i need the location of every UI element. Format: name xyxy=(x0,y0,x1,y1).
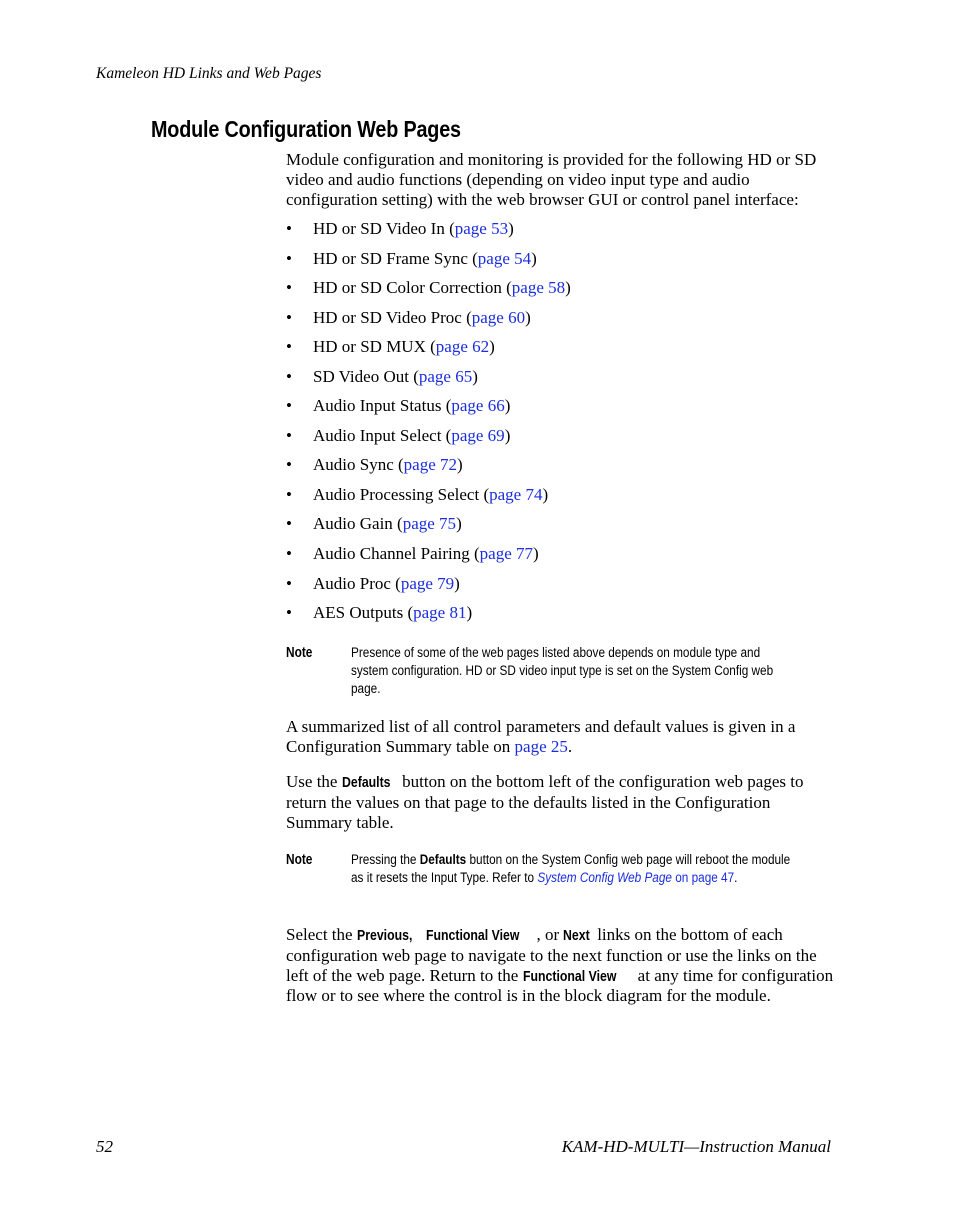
list-item: • Audio Proc (page 79) xyxy=(286,573,460,593)
summary-page-link[interactable]: page 25 xyxy=(514,736,568,756)
list-item-text: HD or SD Color Correction ( xyxy=(313,278,512,298)
bullet-icon: • xyxy=(286,603,292,623)
page-link[interactable]: page 81 xyxy=(413,603,467,623)
list-item: • Audio Input Select (page 69) xyxy=(286,425,511,445)
page-number: 52 xyxy=(96,1137,113,1156)
list-item-text: Audio Input Status ( xyxy=(313,396,452,416)
summary-text: A summarized list of all control parameters and default values is given in a Configuration Summary table on xyxy=(286,717,796,756)
page-link[interactable]: page 75 xyxy=(402,514,457,534)
bullet-icon: • xyxy=(286,425,292,445)
bullet-icon: • xyxy=(286,366,292,386)
running-head: Kameleon HD Links and Web Pages xyxy=(96,65,322,82)
bullet-icon: • xyxy=(286,337,292,357)
list-item-text: Audio Processing Select ( xyxy=(313,484,490,504)
bullet-icon: • xyxy=(286,455,292,475)
list-item: • SD Video Out (page 65) xyxy=(286,366,478,386)
bullet-icon: • xyxy=(286,219,292,238)
note-label: Note xyxy=(286,852,313,868)
list-item-text: HD or SD Video In ( xyxy=(313,219,455,238)
note-text: Presence of some of the web pages listed above depends on module type and system configuration. HD or SD video input type is set on the System Config web page. xyxy=(351,645,774,697)
system-config-page-link[interactable]: on page 47 xyxy=(671,870,735,886)
list-item: • Audio Input Status (page 66) xyxy=(286,396,511,416)
list-item: • HD or SD Video Proc (page 60) xyxy=(286,307,531,327)
page-link[interactable]: page 54 xyxy=(477,248,532,268)
summary-paragraph: A summarized list of all control parameters and default values is given in a Configuration Summary table on page 25. xyxy=(286,717,796,756)
list-item: • Audio Channel Pairing (page 77) xyxy=(286,544,539,564)
manual-title: KAM-HD-MULTI—Instruction Manual xyxy=(561,1137,831,1156)
intro-paragraph: Module configuration and monitoring is provided for the following HD or SD video and audio functions (depending on video input type and audio configuration setting) with the web browser GUI or control panel interface: xyxy=(286,150,817,209)
previous-label: Previous, xyxy=(356,927,413,944)
defaults-paragraph: Use the Defaults button on the bottom left of the configuration web pages to return the values on that page to the defaults listed in the Configuration Summary table. xyxy=(286,772,804,832)
bullet-icon: • xyxy=(286,248,292,268)
list-item-text: Audio Sync ( xyxy=(313,455,404,475)
page-link[interactable]: page 77 xyxy=(479,544,534,564)
list-item-text: Audio Channel Pairing ( xyxy=(313,544,480,564)
list-item-text: SD Video Out ( xyxy=(313,366,419,386)
defaults-label: Defaults xyxy=(341,774,391,791)
list-item: • Audio Processing Select (page 74) xyxy=(286,484,549,504)
functional-view-label-2: Functional View xyxy=(522,967,616,985)
list-item: • Audio Sync (page 72) xyxy=(286,455,463,475)
page-link[interactable]: page 60 xyxy=(471,307,526,327)
bullet-icon: • xyxy=(286,307,292,327)
page-link[interactable]: page 69 xyxy=(451,425,505,445)
list-item: • HD or SD Frame Sync (page 54) xyxy=(286,248,537,268)
list-item: • HD or SD Video In (page 53) xyxy=(286,219,514,238)
defaults-label: Defaults xyxy=(419,852,467,868)
page-link[interactable]: page 58 xyxy=(511,278,566,298)
page-link[interactable]: page 66 xyxy=(451,396,505,416)
list-item-text: HD or SD MUX ( xyxy=(313,337,436,357)
page-link[interactable]: page 79 xyxy=(400,573,455,593)
bullet-icon: • xyxy=(286,514,292,534)
list-item-text: HD or SD Frame Sync ( xyxy=(313,248,478,268)
bullet-icon: • xyxy=(286,544,292,564)
page-link[interactable]: page 62 xyxy=(435,337,490,357)
next-label: Next xyxy=(563,927,591,944)
list-item: • HD or SD Color Correction (page 58) xyxy=(286,278,571,298)
functional-view-label: Functional View xyxy=(425,927,519,944)
list-item-text: HD or SD Video Proc ( xyxy=(313,307,472,327)
bullet-icon: • xyxy=(286,396,292,416)
page-link[interactable]: page 53 xyxy=(454,219,509,238)
list-item-text: Audio Input Select ( xyxy=(313,425,452,445)
list-item-text: Audio Proc ( xyxy=(313,573,401,593)
system-config-link[interactable]: System Config Web Page xyxy=(537,870,672,886)
web-page-list xyxy=(286,219,571,633)
bullet-icon: • xyxy=(286,484,292,504)
list-item: • Audio Gain (page 75) xyxy=(286,514,462,534)
section-title: Module Configuration Web Pages xyxy=(151,116,461,142)
bullet-icon: • xyxy=(286,278,292,298)
list-item-text: Audio Gain ( xyxy=(313,514,403,534)
page-link[interactable]: page 72 xyxy=(403,455,458,475)
list-item: • HD or SD MUX (page 62) xyxy=(286,337,495,357)
page-link[interactable]: page 65 xyxy=(418,366,473,386)
note-text: Pressing the Defaults button on the System Config web page will reboot the module as it resets the Input Type. Refer to System Config Web Page on page 47. xyxy=(351,852,791,886)
bullet-icon: • xyxy=(286,573,292,593)
page-link[interactable]: page 74 xyxy=(489,484,543,504)
note-label: Note xyxy=(286,645,313,661)
list-item: • AES Outputs (page 81) xyxy=(286,603,473,623)
list-item-text: AES Outputs ( xyxy=(313,603,414,623)
navigation-paragraph: Select the Previous, Functional View , or Next links on the bottom of each configuration web page to navigate to the next function or use the links on the left of the web page. Return to the Functional View at any time for configuration flow or to see where the control is in the block diagram for the module. xyxy=(286,925,834,1006)
